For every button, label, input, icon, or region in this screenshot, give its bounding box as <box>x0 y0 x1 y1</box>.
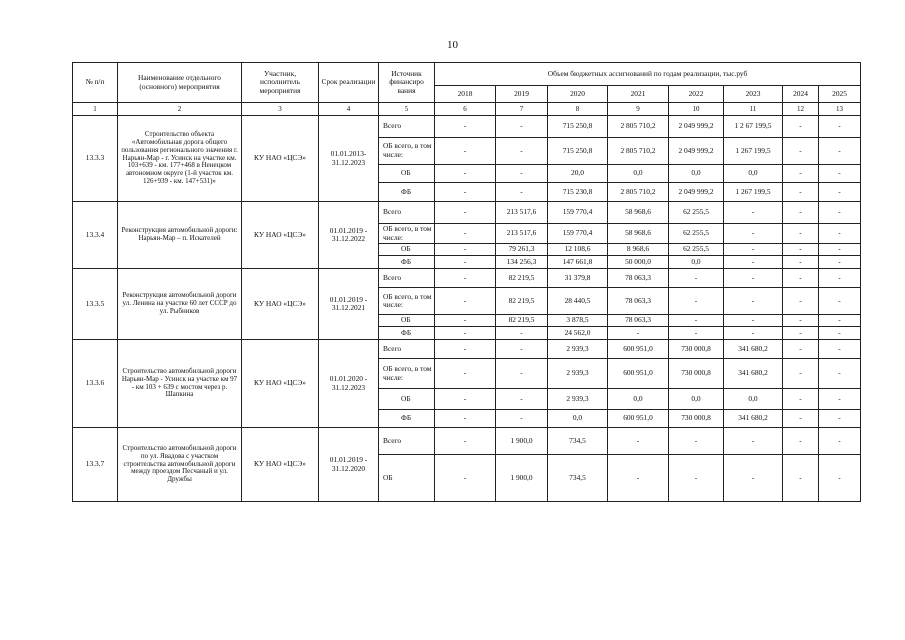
funding-source: ФБ <box>379 183 435 202</box>
funding-source: Всего <box>379 340 435 359</box>
value-cell: 147 661,8 <box>548 256 608 269</box>
column-number: 10 <box>669 103 724 116</box>
value-cell: - <box>819 269 861 288</box>
value-cell: - <box>819 244 861 256</box>
value-cell: - <box>669 455 724 502</box>
table-row <box>73 340 861 359</box>
value-cell: 62 255,5 <box>669 202 724 224</box>
value-cell: 0,0 <box>724 389 783 410</box>
value-cell: 1 267 199,5 <box>724 138 783 165</box>
value-cell: - <box>435 359 496 389</box>
value-cell: 58 968,6 <box>608 224 669 244</box>
value-cell: 0,0 <box>669 165 724 183</box>
header-source: Источник финансиро вания <box>379 63 435 103</box>
row-number: 13.3.3 <box>73 116 118 202</box>
column-number: 8 <box>548 103 608 116</box>
value-cell: 1 900,0 <box>496 455 548 502</box>
value-cell: 82 219,5 <box>496 315 548 327</box>
column-number: 2 <box>118 103 242 116</box>
value-cell: - <box>435 138 496 165</box>
value-cell: 62 255,5 <box>669 244 724 256</box>
value-cell: - <box>819 183 861 202</box>
value-cell: - <box>435 165 496 183</box>
value-cell: - <box>819 327 861 340</box>
header-volume: Объем бюджетных ассигнований по годам реализации, тыс.руб <box>435 63 861 86</box>
value-cell: - <box>819 288 861 315</box>
value-cell: 8 968,6 <box>608 244 669 256</box>
value-cell: - <box>496 389 548 410</box>
value-cell: - <box>724 244 783 256</box>
value-cell: - <box>724 256 783 269</box>
row-number: 13.3.7 <box>73 428 118 502</box>
value-cell: 0,0 <box>669 256 724 269</box>
value-cell: - <box>819 138 861 165</box>
funding-source: ФБ <box>379 256 435 269</box>
value-cell: - <box>724 455 783 502</box>
value-cell: - <box>819 359 861 389</box>
value-cell: - <box>819 224 861 244</box>
value-cell: 3 878,5 <box>548 315 608 327</box>
value-cell: - <box>783 428 819 455</box>
row-participant: КУ НАО «ЦСЭ» <box>242 202 319 269</box>
value-cell: 78 063,3 <box>608 315 669 327</box>
value-cell: 134 256,3 <box>496 256 548 269</box>
year-header: 2025 <box>819 86 861 103</box>
value-cell: - <box>783 359 819 389</box>
funding-source: ФБ <box>379 410 435 428</box>
value-cell: - <box>608 327 669 340</box>
column-number: 9 <box>608 103 669 116</box>
page-number: 10 <box>447 39 458 51</box>
row-term: 01.01.2020 - 31.12.2023 <box>319 340 379 428</box>
value-cell: - <box>435 183 496 202</box>
value-cell: 0,0 <box>669 389 724 410</box>
value-cell: - <box>724 315 783 327</box>
row-term: 01.01.2013-31.12.2023 <box>319 116 379 202</box>
value-cell: - <box>496 183 548 202</box>
value-cell: 62 255,5 <box>669 224 724 244</box>
value-cell: 20,0 <box>548 165 608 183</box>
value-cell: - <box>435 116 496 138</box>
table-row <box>73 202 861 224</box>
column-number: 13 <box>819 103 861 116</box>
row-term: 01.01.2019 - 31.12.2022 <box>319 202 379 269</box>
value-cell: - <box>783 138 819 165</box>
value-cell: - <box>783 410 819 428</box>
value-cell: - <box>783 224 819 244</box>
value-cell: - <box>496 327 548 340</box>
value-cell: 715 250,8 <box>548 138 608 165</box>
value-cell: 715 250,8 <box>548 116 608 138</box>
value-cell: 78 063,3 <box>608 269 669 288</box>
table-body <box>73 116 861 502</box>
value-cell: 2 049 999,2 <box>669 116 724 138</box>
year-header: 2024 <box>783 86 819 103</box>
value-cell: 730 000,8 <box>669 340 724 359</box>
header-name: Наименование отдельного (основного) мероприятия <box>118 63 242 103</box>
funding-source: ОБ всего, в том числе: <box>379 224 435 244</box>
funding-source: ОБ <box>379 244 435 256</box>
value-cell: - <box>496 359 548 389</box>
value-cell: 24 562,0 <box>548 327 608 340</box>
value-cell: - <box>669 428 724 455</box>
value-cell: 341 680,2 <box>724 359 783 389</box>
table-row <box>73 428 861 455</box>
column-number: 4 <box>319 103 379 116</box>
value-cell: - <box>435 340 496 359</box>
column-number: 1 <box>73 103 118 116</box>
value-cell: - <box>819 389 861 410</box>
value-cell: 0,0 <box>548 410 608 428</box>
funding-source: Всего <box>379 116 435 138</box>
value-cell: 2 805 710,2 <box>608 138 669 165</box>
header-num: № п/п <box>73 63 118 103</box>
row-name: Строительство автомобильной дороги по ул. Явадова с участком строительства автомобильной дороги между проездом Песчаный и ул. Дружбы <box>118 428 242 502</box>
value-cell: - <box>783 288 819 315</box>
row-participant: КУ НАО «ЦСЭ» <box>242 428 319 502</box>
funding-source: ОБ всего, в том числе: <box>379 359 435 389</box>
value-cell: 341 680,2 <box>724 410 783 428</box>
value-cell: 79 261,3 <box>496 244 548 256</box>
value-cell: - <box>783 455 819 502</box>
funding-source: Всего <box>379 202 435 224</box>
row-participant: КУ НАО «ЦСЭ» <box>242 116 319 202</box>
value-cell: - <box>783 183 819 202</box>
year-header: 2018 <box>435 86 496 103</box>
value-cell: - <box>783 165 819 183</box>
value-cell: 159 770,4 <box>548 224 608 244</box>
column-number: 12 <box>783 103 819 116</box>
value-cell: - <box>819 410 861 428</box>
value-cell: - <box>783 389 819 410</box>
value-cell: 2 939,3 <box>548 359 608 389</box>
row-participant: КУ НАО «ЦСЭ» <box>242 340 319 428</box>
funding-source: Всего <box>379 269 435 288</box>
value-cell: - <box>783 269 819 288</box>
value-cell: - <box>819 116 861 138</box>
value-cell: - <box>435 288 496 315</box>
year-header: 2019 <box>496 86 548 103</box>
value-cell: - <box>783 256 819 269</box>
value-cell: - <box>669 315 724 327</box>
value-cell: - <box>435 202 496 224</box>
value-cell: 600 951,0 <box>608 340 669 359</box>
value-cell: - <box>435 455 496 502</box>
value-cell: - <box>496 340 548 359</box>
value-cell: 715 230,8 <box>548 183 608 202</box>
year-header: 2022 <box>669 86 724 103</box>
value-cell: 1 267 199,5 <box>724 183 783 202</box>
year-header: 2023 <box>724 86 783 103</box>
value-cell: - <box>783 315 819 327</box>
value-cell: 78 063,3 <box>608 288 669 315</box>
table-row <box>73 269 861 288</box>
value-cell: 31 379,8 <box>548 269 608 288</box>
row-number: 13.3.6 <box>73 340 118 428</box>
value-cell: 2 805 710,2 <box>608 116 669 138</box>
row-name: Строительство автомобильной дороги Нарьян-Мар - Усинск на участке км 97 - км 103 + 639 с мостом через р. Шапкина <box>118 340 242 428</box>
value-cell: 82 219,5 <box>496 269 548 288</box>
value-cell: 82 219,5 <box>496 288 548 315</box>
value-cell: 2 049 999,2 <box>669 138 724 165</box>
value-cell: - <box>819 315 861 327</box>
column-number: 6 <box>435 103 496 116</box>
value-cell: - <box>435 315 496 327</box>
funding-source: ОБ <box>379 165 435 183</box>
value-cell: - <box>496 138 548 165</box>
funding-source: ОБ <box>379 315 435 327</box>
value-cell: - <box>783 327 819 340</box>
value-cell: - <box>435 428 496 455</box>
header-term: Срок реализации <box>319 63 379 103</box>
column-number: 7 <box>496 103 548 116</box>
value-cell: - <box>783 244 819 256</box>
funding-source: ФБ <box>379 327 435 340</box>
year-header: 2021 <box>608 86 669 103</box>
table-row <box>73 116 861 138</box>
value-cell: - <box>435 389 496 410</box>
value-cell: - <box>608 455 669 502</box>
value-cell: 2 939,3 <box>548 340 608 359</box>
value-cell: - <box>724 224 783 244</box>
value-cell: - <box>435 244 496 256</box>
column-number: 3 <box>242 103 319 116</box>
row-participant: КУ НАО «ЦСЭ» <box>242 269 319 340</box>
value-cell: 0,0 <box>608 389 669 410</box>
value-cell: 341 680,2 <box>724 340 783 359</box>
value-cell: 0,0 <box>608 165 669 183</box>
value-cell: - <box>819 428 861 455</box>
funding-source: ОБ всего, в том числе: <box>379 138 435 165</box>
value-cell: - <box>724 327 783 340</box>
column-number: 11 <box>724 103 783 116</box>
row-number: 13.3.5 <box>73 269 118 340</box>
value-cell: - <box>783 116 819 138</box>
value-cell: 213 517,6 <box>496 202 548 224</box>
funding-source: ОБ <box>379 455 435 502</box>
row-term: 01.01.2019 - 31.12.2020 <box>319 428 379 502</box>
value-cell: 1 900,0 <box>496 428 548 455</box>
header-participant: Участник, исполнитель мероприятия <box>242 63 319 103</box>
value-cell: - <box>819 455 861 502</box>
value-cell: 730 000,8 <box>669 359 724 389</box>
value-cell: - <box>724 269 783 288</box>
value-cell: - <box>669 288 724 315</box>
value-cell: 734,5 <box>548 428 608 455</box>
value-cell: 58 968,6 <box>608 202 669 224</box>
value-cell: - <box>819 340 861 359</box>
value-cell: - <box>669 269 724 288</box>
value-cell: 213 517,6 <box>496 224 548 244</box>
funding-source: Всего <box>379 428 435 455</box>
value-cell: - <box>608 428 669 455</box>
value-cell: 2 049 999,2 <box>669 183 724 202</box>
value-cell: - <box>724 288 783 315</box>
row-number: 13.3.4 <box>73 202 118 269</box>
value-cell: 159 770,4 <box>548 202 608 224</box>
value-cell: - <box>819 256 861 269</box>
value-cell: - <box>783 340 819 359</box>
row-term: 01.01.2019 - 31.12.2021 <box>319 269 379 340</box>
value-cell: - <box>435 327 496 340</box>
value-cell: 600 951,0 <box>608 359 669 389</box>
value-cell: - <box>496 410 548 428</box>
value-cell: - <box>724 428 783 455</box>
value-cell: - <box>819 165 861 183</box>
value-cell: 600 951,0 <box>608 410 669 428</box>
row-name: Строительство объекта «Автомобильная дорога общего пользования регионального значения г. Нарьян-Мар - г. Усинск на участке км. 103+639 - км. 177+468 в Ненецком автономном округе (1-й участок км. 126+939 - км. 147+531)» <box>118 116 242 202</box>
value-cell: - <box>435 410 496 428</box>
funding-source: ОБ всего, в том числе: <box>379 288 435 315</box>
value-cell: - <box>496 116 548 138</box>
value-cell: 12 108,6 <box>548 244 608 256</box>
value-cell: 50 000,0 <box>608 256 669 269</box>
value-cell: 0,0 <box>724 165 783 183</box>
row-name: Реконструкция автомобильной дороги: Нарьян-Мар – п. Искателей <box>118 202 242 269</box>
value-cell: - <box>435 256 496 269</box>
funding-source: ОБ <box>379 389 435 410</box>
budget-table <box>72 62 861 502</box>
value-cell: - <box>819 202 861 224</box>
year-header: 2020 <box>548 86 608 103</box>
value-cell: - <box>669 327 724 340</box>
value-cell: - <box>435 224 496 244</box>
column-numbers-row <box>73 103 861 116</box>
value-cell: - <box>783 202 819 224</box>
row-name: Реконструкция автомобильной дороги ул. Ленина на участке 60 лет СССР до ул. Рыбников <box>118 269 242 340</box>
value-cell: 28 440,5 <box>548 288 608 315</box>
value-cell: - <box>496 165 548 183</box>
value-cell: 734,5 <box>548 455 608 502</box>
column-number: 5 <box>379 103 435 116</box>
value-cell: - <box>435 269 496 288</box>
value-cell: 2 939,3 <box>548 389 608 410</box>
value-cell: - <box>724 202 783 224</box>
value-cell: 730 000,8 <box>669 410 724 428</box>
value-cell: 1 2 67 199,5 <box>724 116 783 138</box>
value-cell: 2 805 710,2 <box>608 183 669 202</box>
